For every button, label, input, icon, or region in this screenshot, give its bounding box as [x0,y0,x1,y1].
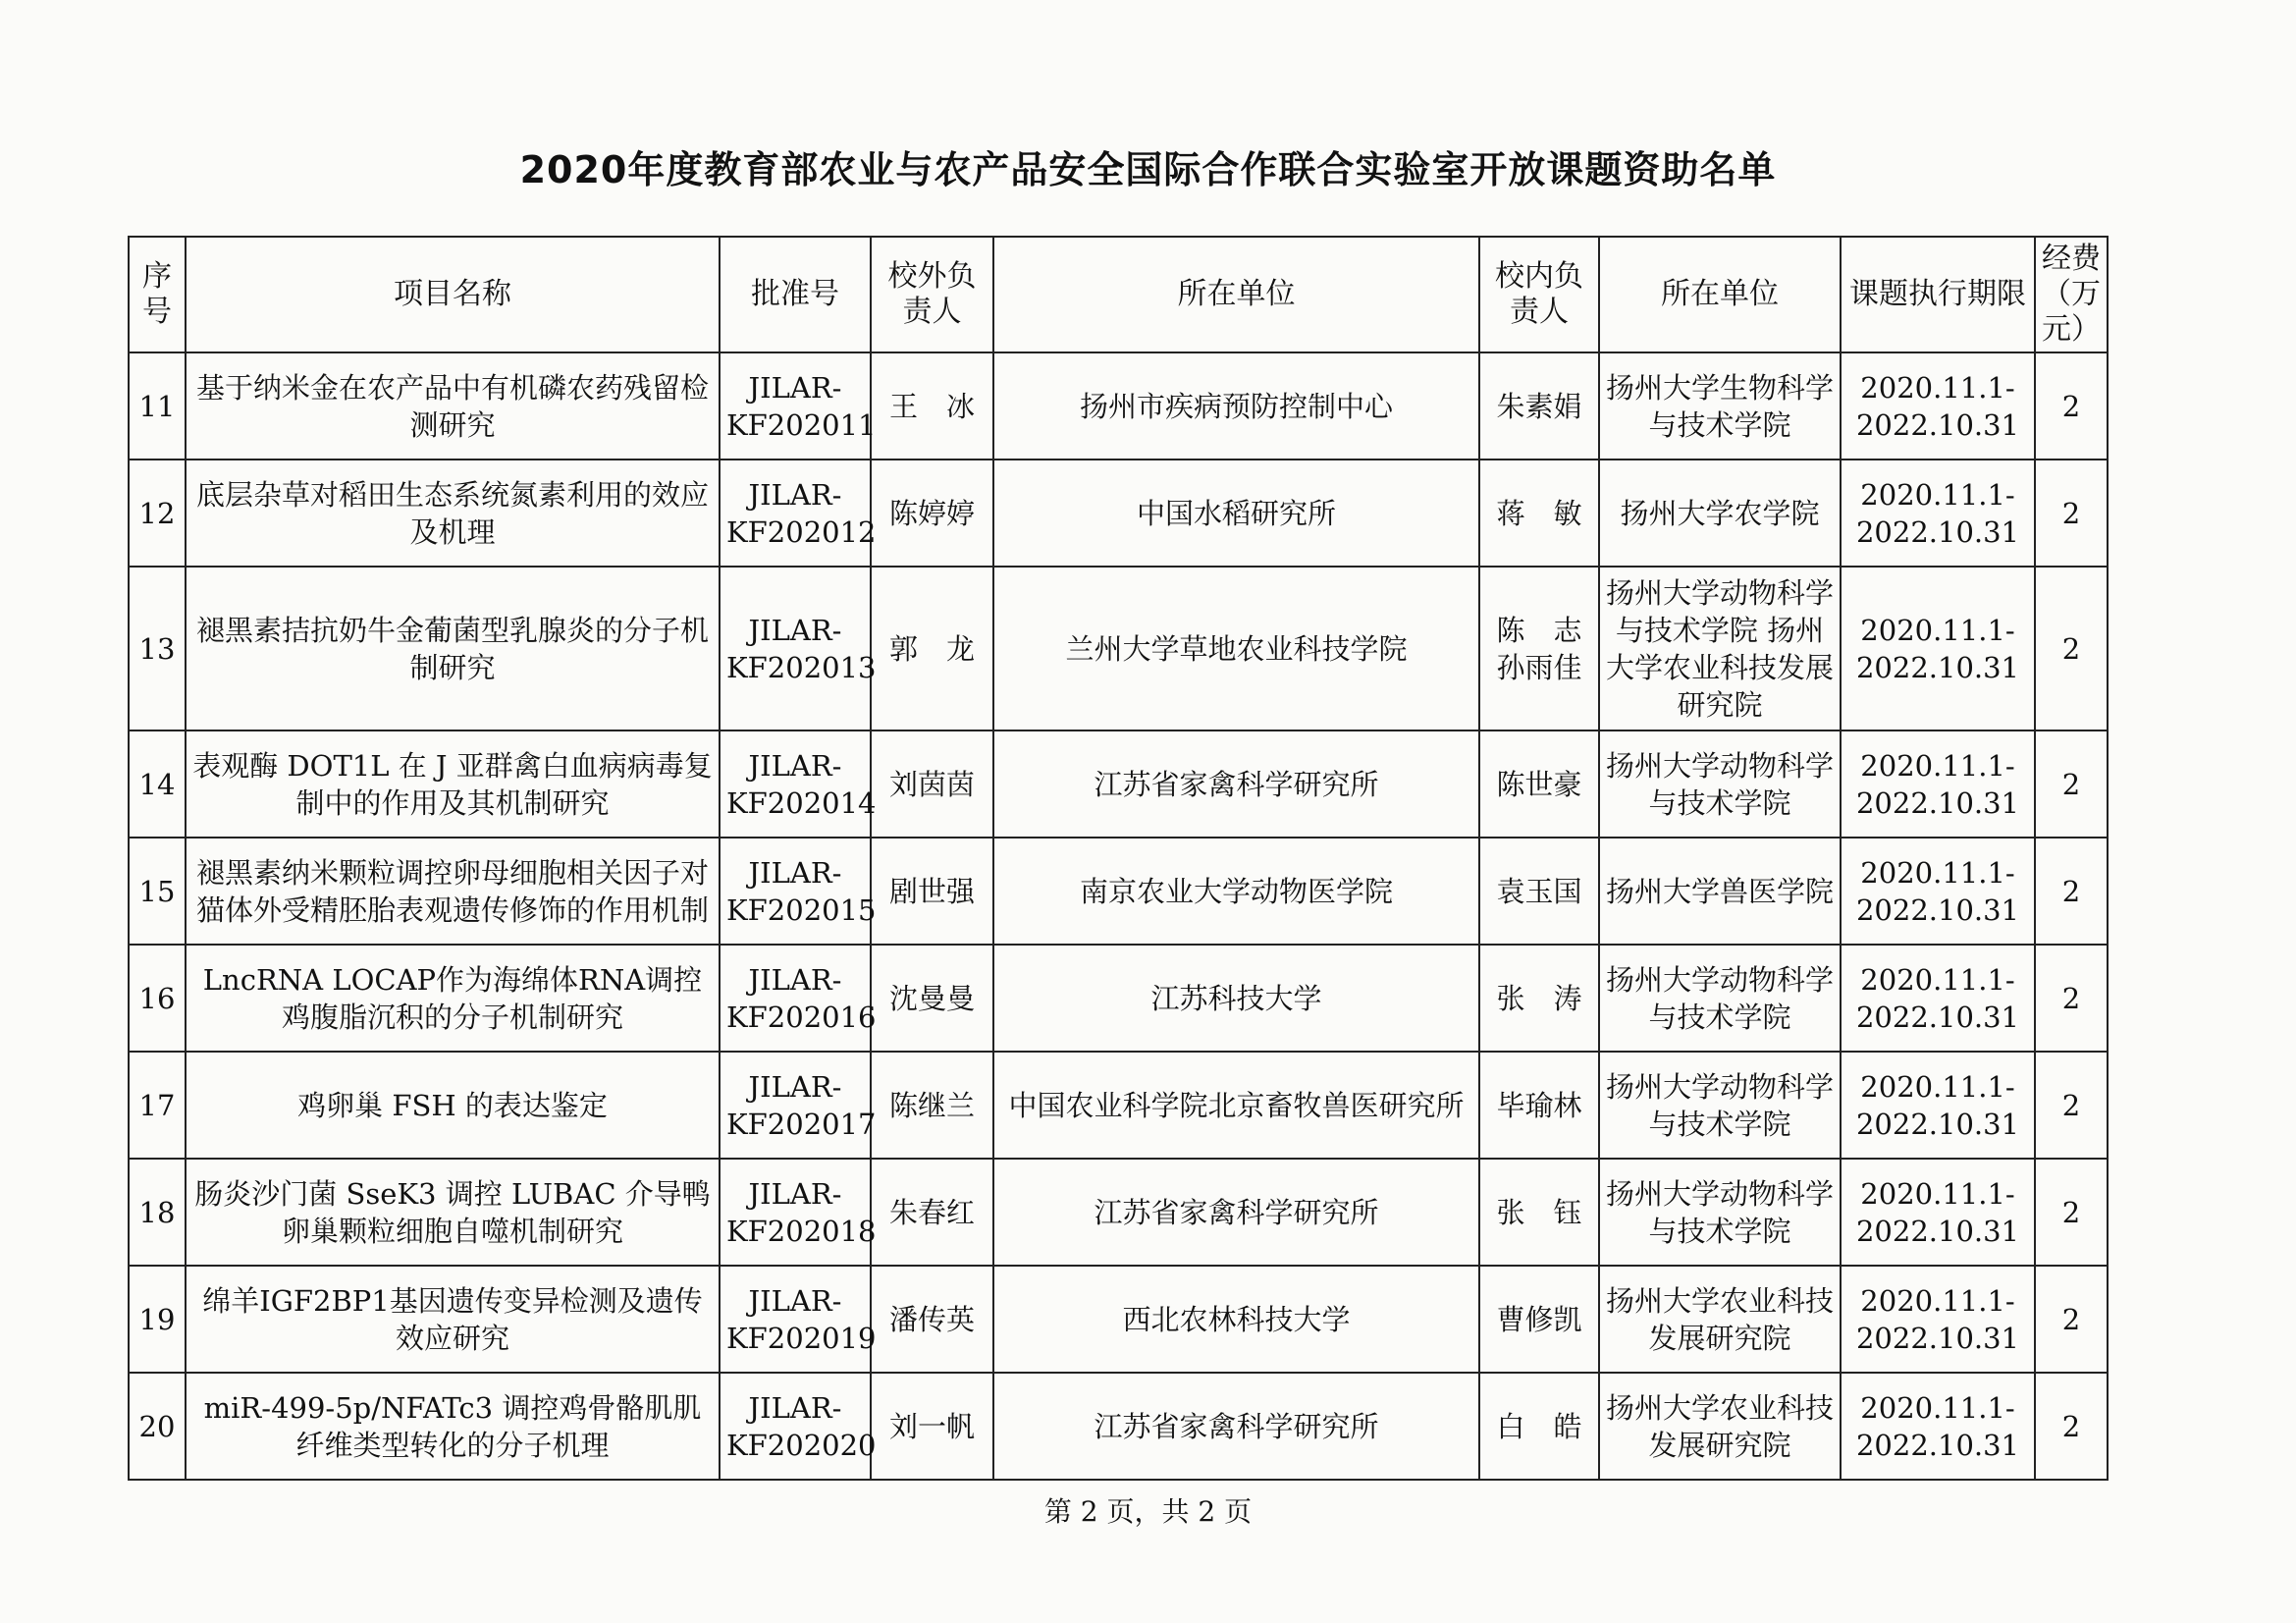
cell-funds: 2 [2035,460,2108,567]
cell-seq: 14 [129,730,186,838]
cell-period: 2020.11.1-2022.10.31 [1841,1266,2035,1373]
cell-int-unit: 扬州大学农学院 [1599,460,1841,567]
cell-seq: 18 [129,1159,186,1266]
table-row [129,460,2108,567]
cell-period: 2020.11.1-2022.10.31 [1841,945,2035,1052]
header-funds: 经费（万元） [2035,237,2108,352]
cell-int-pi: 蒋 敏 [1479,460,1599,567]
cell-ext-unit: 中国农业科学院北京畜牧兽医研究所 [993,1052,1479,1159]
cell-funds: 2 [2035,1052,2108,1159]
cell-ext-pi: 潘传英 [871,1266,993,1373]
cell-int-pi: 毕瑜林 [1479,1052,1599,1159]
cell-seq: 19 [129,1266,186,1373]
cell-int-pi: 陈 志 孙雨佳 [1479,567,1599,730]
table-row [129,1373,2108,1480]
cell-name: 绵羊IGF2BP1基因遗传变异检测及遗传效应研究 [186,1266,720,1373]
cell-ext-pi: 刘茵茵 [871,730,993,838]
cell-approval: JILAR-KF202014 [720,730,871,838]
cell-seq: 12 [129,460,186,567]
cell-ext-unit: 江苏省家禽科学研究所 [993,1373,1479,1480]
cell-int-unit: 扬州大学动物科学与技术学院 [1599,945,1841,1052]
cell-ext-pi: 剧世强 [871,838,993,945]
cell-funds: 2 [2035,1159,2108,1266]
cell-int-pi: 张 钰 [1479,1159,1599,1266]
cell-seq: 13 [129,567,186,730]
cell-int-pi: 陈世豪 [1479,730,1599,838]
cell-ext-pi: 陈婷婷 [871,460,993,567]
cell-funds: 2 [2035,1373,2108,1480]
cell-name: 基于纳米金在农产品中有机磷农药残留检测研究 [186,352,720,460]
table-row [129,1266,2108,1373]
cell-funds: 2 [2035,730,2108,838]
cell-period: 2020.11.1-2022.10.31 [1841,1373,2035,1480]
cell-ext-pi: 沈曼曼 [871,945,993,1052]
table-row [129,1052,2108,1159]
cell-int-unit: 扬州大学动物科学与技术学院 [1599,1052,1841,1159]
cell-period: 2020.11.1-2022.10.31 [1841,567,2035,730]
table-row [129,1159,2108,1266]
cell-ext-unit: 中国水稻研究所 [993,460,1479,567]
cell-seq: 16 [129,945,186,1052]
cell-ext-unit: 扬州市疾病预防控制中心 [993,352,1479,460]
cell-approval: JILAR-KF202019 [720,1266,871,1373]
cell-period: 2020.11.1-2022.10.31 [1841,838,2035,945]
cell-ext-pi: 刘一帆 [871,1373,993,1480]
cell-funds: 2 [2035,352,2108,460]
header-int-pi: 校内负责人 [1479,237,1599,352]
cell-name: 鸡卵巢 FSH 的表达鉴定 [186,1052,720,1159]
cell-ext-unit: 兰州大学草地农业科技学院 [993,567,1479,730]
cell-approval: JILAR-KF202012 [720,460,871,567]
cell-ext-pi: 王 冰 [871,352,993,460]
table-header-row [129,237,2108,352]
cell-approval: JILAR-KF202016 [720,945,871,1052]
cell-int-unit: 扬州大学兽医学院 [1599,838,1841,945]
cell-int-unit: 扬州大学生物科学与技术学院 [1599,352,1841,460]
cell-int-unit: 扬州大学农业科技发展研究院 [1599,1373,1841,1480]
cell-approval: JILAR-KF202018 [720,1159,871,1266]
cell-int-unit: 扬州大学农业科技发展研究院 [1599,1266,1841,1373]
table-row [129,945,2108,1052]
cell-name: 表观酶 DOT1L 在 J 亚群禽白血病病毒复制中的作用及其机制研究 [186,730,720,838]
cell-ext-unit: 江苏省家禽科学研究所 [993,730,1479,838]
cell-approval: JILAR-KF202017 [720,1052,871,1159]
cell-seq: 11 [129,352,186,460]
header-int-unit: 所在单位 [1599,237,1841,352]
cell-funds: 2 [2035,567,2108,730]
header-ext-unit: 所在单位 [993,237,1479,352]
cell-ext-unit: 南京农业大学动物医学院 [993,838,1479,945]
cell-int-unit: 扬州大学动物科学与技术学院 [1599,730,1841,838]
funding-table [128,236,2109,1481]
table-row [129,567,2108,730]
cell-approval: JILAR-KF202020 [720,1373,871,1480]
cell-name: miR-499-5p/NFATc3 调控鸡骨骼肌肌纤维类型转化的分子机理 [186,1373,720,1480]
cell-ext-pi: 郭 龙 [871,567,993,730]
cell-ext-pi: 陈继兰 [871,1052,993,1159]
cell-seq: 20 [129,1373,186,1480]
cell-period: 2020.11.1-2022.10.31 [1841,1159,2035,1266]
cell-period: 2020.11.1-2022.10.31 [1841,352,2035,460]
cell-funds: 2 [2035,838,2108,945]
cell-int-unit: 扬州大学动物科学与技术学院 [1599,1159,1841,1266]
cell-ext-unit: 江苏省家禽科学研究所 [993,1159,1479,1266]
header-approval: 批准号 [720,237,871,352]
document-title: 2020年度教育部农业与农产品安全国际合作联合实验室开放课题资助名单 [519,148,1777,191]
cell-seq: 17 [129,1052,186,1159]
cell-name: 底层杂草对稻田生态系统氮素利用的效应及机理 [186,460,720,567]
cell-int-pi: 白 皓 [1479,1373,1599,1480]
cell-ext-pi: 朱春红 [871,1159,993,1266]
cell-approval: JILAR-KF202013 [720,567,871,730]
cell-funds: 2 [2035,1266,2108,1373]
header-ext-pi: 校外负责人 [871,237,993,352]
header-period: 课题执行期限 [1841,237,2035,352]
cell-int-pi: 朱素娟 [1479,352,1599,460]
cell-approval: JILAR-KF202011 [720,352,871,460]
cell-int-unit: 扬州大学动物科学与技术学院 扬州大学农业科技发展研究院 [1599,567,1841,730]
header-name: 项目名称 [186,237,720,352]
cell-period: 2020.11.1-2022.10.31 [1841,730,2035,838]
cell-ext-unit: 江苏科技大学 [993,945,1479,1052]
cell-approval: JILAR-KF202015 [720,838,871,945]
cell-funds: 2 [2035,945,2108,1052]
cell-name: 褪黑素拮抗奶牛金葡菌型乳腺炎的分子机制研究 [186,567,720,730]
cell-period: 2020.11.1-2022.10.31 [1841,460,2035,567]
table-row [129,352,2108,460]
cell-ext-unit: 西北农林科技大学 [993,1266,1479,1373]
cell-int-pi: 袁玉国 [1479,838,1599,945]
table-row [129,838,2108,945]
cell-int-pi: 曹修凯 [1479,1266,1599,1373]
page-footer: 第 2 页，共 2 页 [1043,1495,1253,1528]
cell-period: 2020.11.1-2022.10.31 [1841,1052,2035,1159]
cell-name: LncRNA LOCAP作为海绵体RNA调控鸡腹脂沉积的分子机制研究 [186,945,720,1052]
cell-int-pi: 张 涛 [1479,945,1599,1052]
table-row [129,730,2108,838]
cell-name: 褪黑素纳米颗粒调控卵母细胞相关因子对猫体外受精胚胎表观遗传修饰的作用机制 [186,838,720,945]
header-seq: 序号 [129,237,186,352]
cell-seq: 15 [129,838,186,945]
cell-name: 肠炎沙门菌 SseK3 调控 LUBAC 介导鸭卵巢颗粒细胞自噬机制研究 [186,1159,720,1266]
